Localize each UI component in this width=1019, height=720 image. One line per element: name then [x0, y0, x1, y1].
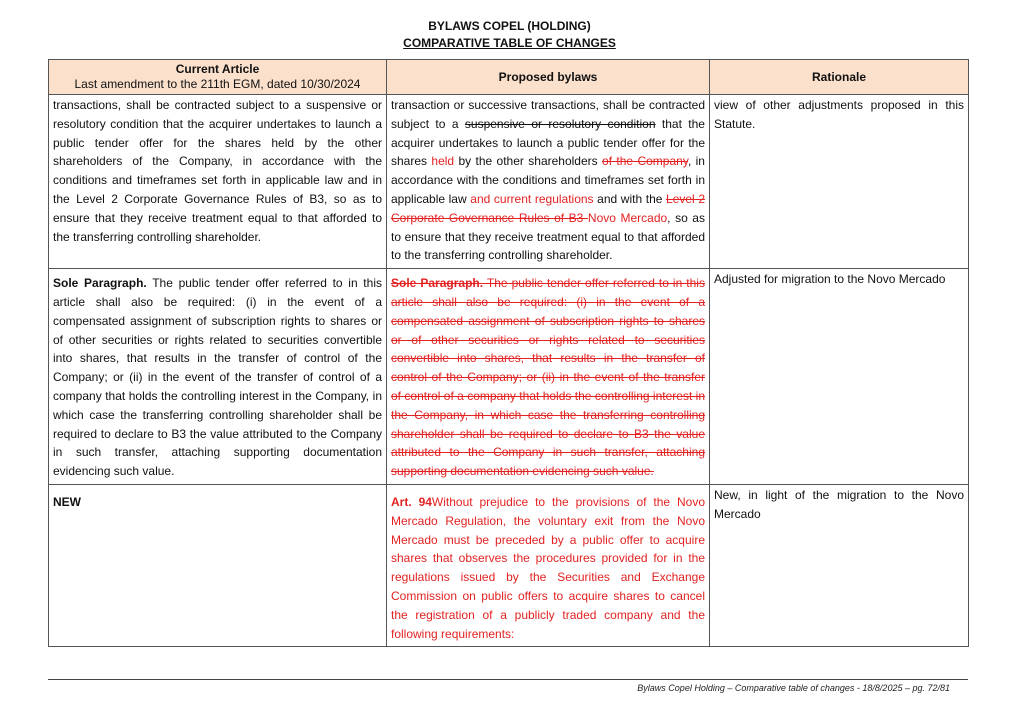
row1-rationale: view of other adjustments proposed in this Statute.: [710, 95, 969, 269]
row3-current: [49, 484, 387, 646]
text-segment: by the other shareholders: [454, 154, 603, 169]
column-header-rationale: [710, 60, 969, 95]
deleted-paragraph-text: The public tender offer referred to in this article shall also be required: (i) in the event of a compensated assignment of subscription rights to shares or of other securities or rights related to securities convertible into shares, that results in the transfer of control of the Company; or (ii) in the event of the transfer of control of a company that holds the controlling interest in the Company, in which case the transferring controlling shareholder shall be required to declare to B3 the value attributed to the Company in such transfer, attaching supporting documentation evidencing such value.: [391, 276, 705, 479]
inserted-text: and current regulations: [470, 191, 594, 206]
inserted-text: held: [431, 154, 455, 169]
paragraph-text: The public tender offer referred to in this article shall also be required: (i) in the event of a compensated assignment of subscription rights to shares or of other securities or rights related to securities convertible into shares, that results in the transfer of control of the Company; or (ii) in the event of the transfer of control of a company that holds the controlling interest in the Company, in which case the transferring controlling shareholder shall be required to declare to B3 the value attributed to the Company in such transfer, attaching supporting documentation evidencing such value.: [53, 276, 382, 479]
inserted-text: Novo Mercado: [587, 210, 668, 225]
deleted-paragraph-label: Sole Paragraph.: [391, 276, 484, 291]
text-segment: , so as to ensure that they receive treatment equal to that afforded to the transferring controlling shareholder.: [391, 210, 705, 263]
table-row: [49, 95, 969, 269]
current-article-title: Current Article: [175, 62, 260, 76]
footer-divider: [48, 679, 968, 680]
proposed-bylaws-title: Proposed bylaws: [498, 69, 598, 84]
row2-current: [49, 269, 387, 485]
text-segment: and with the: [593, 191, 667, 206]
document-header: [0, 18, 1019, 52]
column-header-current: [49, 60, 387, 95]
table-row: [49, 269, 969, 485]
text-segment: transaction or successive transactions, shall be contracted subject to a: [391, 98, 705, 131]
row2-rationale: Adjusted for migration to the Novo Mercado: [710, 269, 969, 485]
column-header-proposed: [387, 60, 710, 95]
text-segment: that the acquirer undertakes to launch a public tender offer for the shares: [391, 116, 705, 169]
deleted-text: Level 2 Corporate Governance Rules of B3: [391, 191, 705, 225]
row1-current: transactions, shall be contracted subject to a suspensive or resolutory condition that the acquirer undertakes to launch a public tender offer for the shares held by the other shareholders of the Company, in accordance with the conditions and timeframes set forth in applicable law and in the Level 2 Corporate Governance Rules of B3, so as to ensure that they receive treatment equal to that afforded to the transferring controlling shareholder.: [49, 95, 387, 269]
table-header-row: [49, 60, 969, 95]
paragraph-label: Sole Paragraph.: [53, 276, 147, 291]
article-text: Without prejudice to the provisions of the Novo Mercado Regulation, the voluntary exit from the Novo Mercado must be preceded by a public offer to acquire shares that observes the procedures provided for in the regulations issued by the Securities and Exchange Commission on public offers to acquire shares to cancel the registration of a publicly traded company and the following requirements:: [391, 494, 705, 641]
row3-rationale: New, in light of the migration to the Novo Mercado: [710, 484, 969, 646]
row1-proposed: [387, 95, 710, 269]
deleted-text: suspensive or resolutory condition: [464, 116, 656, 131]
comparison-table: [48, 59, 969, 647]
article-label: Art. 94: [391, 494, 432, 509]
text-segment: , in accordance with the conditions and timeframes set forth in applicable law: [391, 154, 705, 206]
rationale-title: Rationale: [811, 69, 866, 84]
table-row: [49, 484, 969, 646]
page-footer: Bylaws Copel Holding – Comparative table of changes - 18/8/2025 – pg. 72/81: [637, 683, 950, 693]
deleted-text: of the Company: [602, 154, 688, 169]
document-title: BYLAWS COPEL (HOLDING): [428, 19, 591, 33]
new-label: NEW: [53, 494, 81, 509]
row2-proposed: [387, 269, 710, 485]
current-article-subtitle: Last amendment to the 211th EGM, dated 10/30/2024: [74, 77, 361, 91]
document-subtitle: COMPARATIVE TABLE OF CHANGES: [403, 36, 616, 50]
row3-proposed: [387, 484, 710, 646]
